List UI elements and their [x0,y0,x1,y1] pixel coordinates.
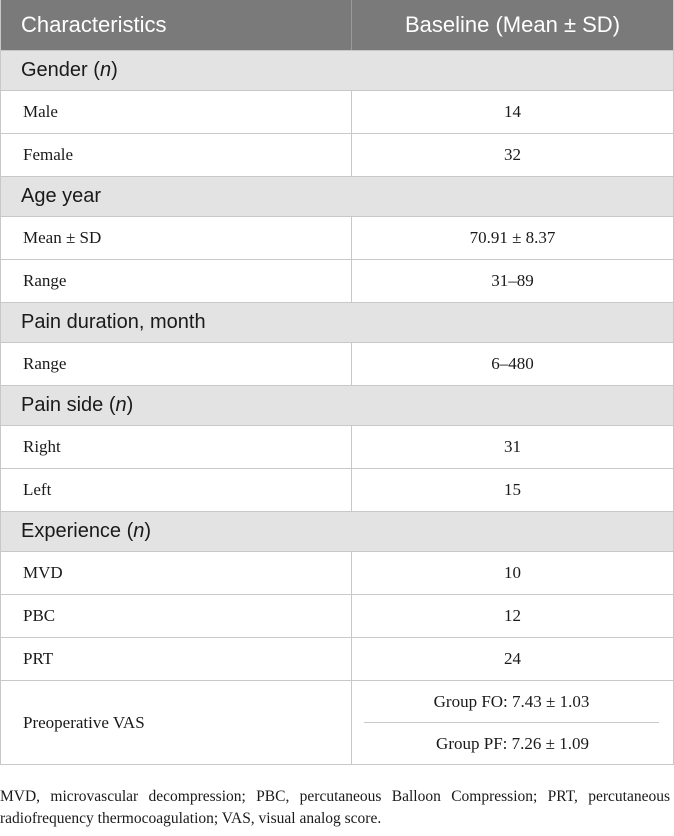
table-row [1,594,673,637]
table-row [1,551,673,594]
header-characteristics: Characteristics [1,0,352,50]
section-gender [1,50,673,90]
table-footnote: MVD, microvascular decompression; PBC, percutaneous Balloon Compression; PRT, percutaneous radiofrequency thermocoagulation; VAS, visual analog score. [0,788,670,827]
row-label: PBC [1,595,352,637]
vas-values [352,681,673,764]
table-header [1,0,673,50]
table-row [1,133,673,176]
section-title-end: ) [111,59,118,81]
section-title-text: Pain duration, month [21,311,206,333]
section-pain-duration [1,302,673,342]
section-title [1,51,118,90]
section-title [1,386,133,425]
row-value: 12 [504,606,521,625]
section-experience [1,511,673,551]
row-value: 24 [504,649,521,668]
row-value: 14 [504,102,521,121]
table-row [1,259,673,302]
row-value: 10 [504,563,521,582]
table-row [1,90,673,133]
section-title [1,177,101,216]
table-row [1,425,673,468]
table-row [1,342,673,385]
section-title-text: Experience ( [21,520,134,542]
row-label: Male [1,91,352,133]
section-title-end: ) [144,520,152,542]
row-label: MVD [1,552,352,594]
row-label: Right [1,426,352,468]
row-label: PRT [1,638,352,680]
section-title-end: ) [126,394,134,416]
table-row [1,637,673,680]
row-value: 70.91 ± 8.37 [469,228,556,247]
section-title [1,303,206,342]
section-title-italic: n [99,59,112,81]
row-label: Range [1,260,352,302]
section-title-text: Gender ( [21,59,100,81]
row-value: 32 [504,145,521,164]
row-value: 31–89 [491,271,534,290]
section-pain-side [1,385,673,425]
row-value: 6–480 [491,354,534,373]
row-label: Mean ± SD [1,217,352,259]
row-label: Range [1,343,352,385]
row-value: 15 [504,480,521,499]
table-row [1,468,673,511]
row-value: 31 [504,437,521,456]
table-row-vas [1,680,673,764]
row-label: Left [1,469,352,511]
row-label: Female [1,134,352,176]
row-label: Preoperative VAS [1,681,352,764]
section-title [1,512,151,551]
section-title-italic: n [115,394,127,416]
vas-group-pf: Group PF: 7.26 ± 1.09 [436,733,589,753]
section-title-italic: n [133,520,145,542]
section-age [1,176,673,216]
section-title-text: Pain side ( [21,394,116,416]
section-title-text: Age year [21,185,102,207]
table-row [1,216,673,259]
header-baseline: Baseline (Mean ± SD) [404,12,621,37]
vas-group-fo: Group FO: 7.43 ± 1.03 [364,681,659,723]
